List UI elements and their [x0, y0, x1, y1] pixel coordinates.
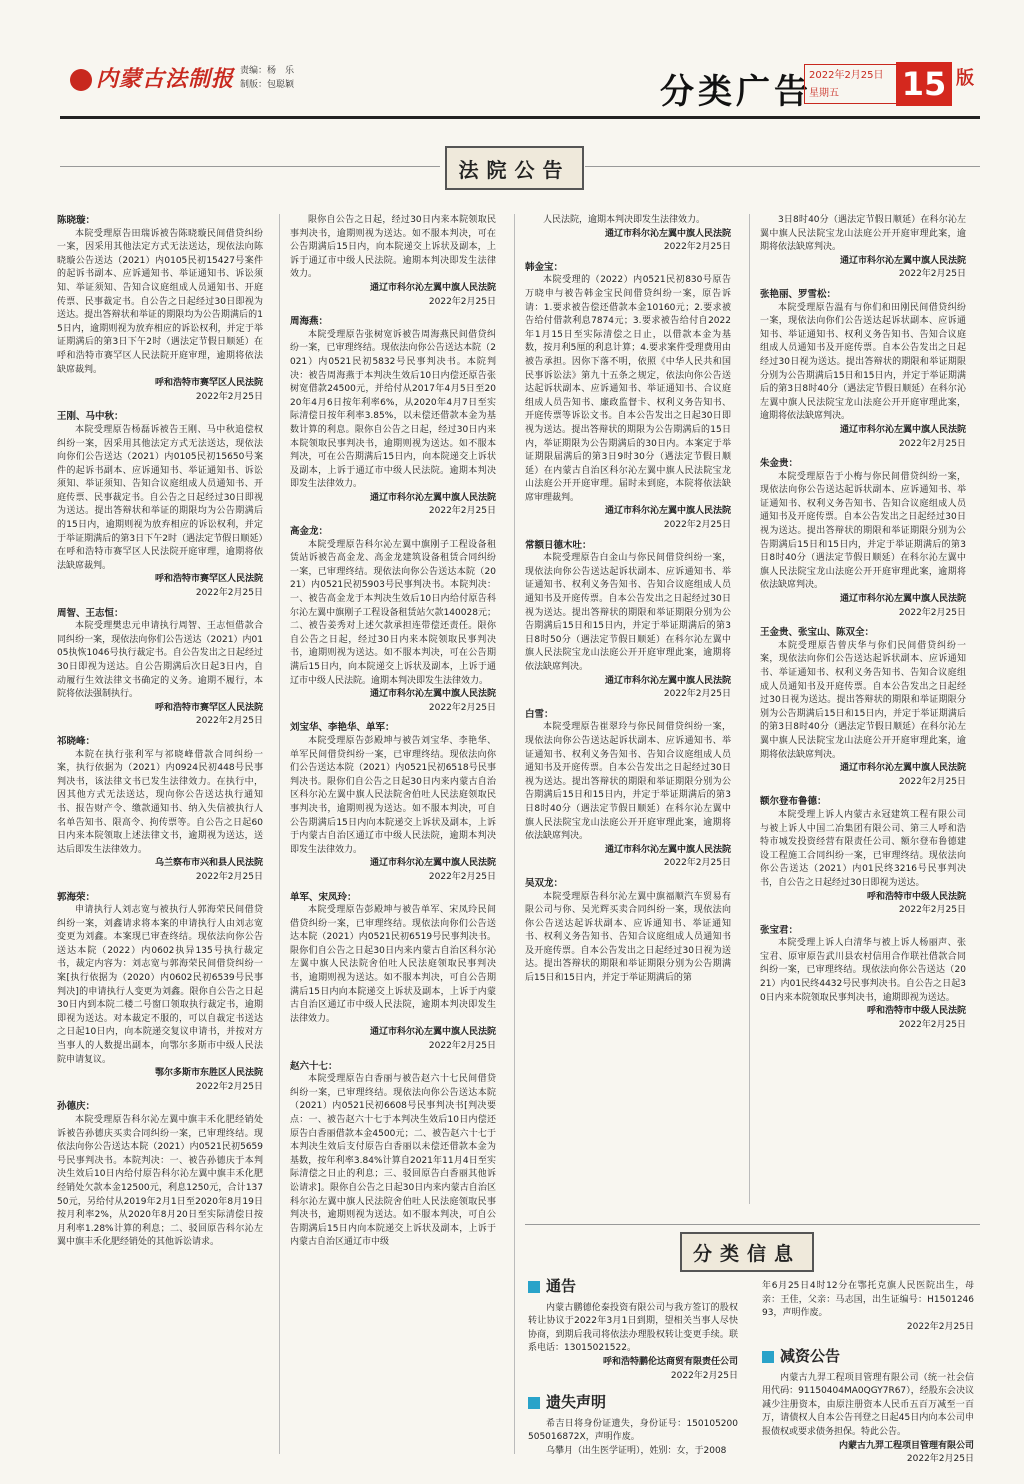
- court-notice: [760, 214, 966, 282]
- page-number: 15: [896, 62, 952, 106]
- notice-addressee: 高金龙：: [290, 526, 329, 538]
- capital-reduction-sign: 内蒙古九羿工程项目管理有限公司: [838, 1440, 974, 1451]
- notice-column-1: [57, 214, 263, 1256]
- notice-date: 2022年2月25日: [195, 871, 263, 882]
- notice-addressee: 陈晓璇：: [57, 215, 96, 226]
- notice-date: 2022年2月25日: [428, 506, 496, 517]
- court-notice: [760, 626, 966, 789]
- notice-body: 限你自公告之日起，经过30日内来本院领取民事判决书，逾期则视为送达。如不服本判决，可在公告期满后15日内，向本院递交上诉状及副本，上诉于通辽市中级人民法院。逾期本判决即发生法律效力。: [290, 215, 496, 280]
- square-icon: [528, 1281, 540, 1293]
- notice-court: 通辽市科尔沁左翼中旗人民法院: [839, 424, 966, 435]
- notice-body: 本院受理原告彭殿坤与被告刘宝华、李艳华、单军民间借贷纠纷一案，已审理终结。现依法向你们公告送达本院（2021）内0521民初6518号民事判决书。限你们自公告之日起30日内来内蒙古自治区科尔沁左翼中旗人民法院舍伯吐人民法庭领取民事判决书，逾期则视为送达。如不服本判决，可自公告期满后15日内向本院递交上诉状及副本，上诉于内蒙古自治区通辽市中级人民法院，逾期本判决即发生法律效力。: [290, 735, 496, 855]
- court-notice: [525, 539, 731, 702]
- notice-body: 本院受理原告曾庆华与你们民间借贷纠纷一案，现依法向你们公告送达起诉状副本、应诉通知书、举证通知书、权利义务告知书、告知合议庭组成人员通知书及开庭传票。自本公告发出之日起经过30日视为送达。提出答辩状的期限和举证期限分别为公告期满后15日和15日内，并定于举证期满后的第3日8时40分（遇法定节假日顺延）在科尔沁左翼中旗人民法院宝龙山法庭公开开庭审理此案，逾期将依法缺席判决。: [760, 640, 966, 760]
- notice-addressee: 韩金宝：: [525, 261, 564, 273]
- court-notice: [57, 214, 263, 404]
- notice-ad: [528, 1277, 738, 1383]
- notice-date: 2022年2月25日: [898, 438, 966, 449]
- notice-column-4: [760, 214, 966, 1214]
- notice-body: 本院受理原告温有与你们和田刚民间借贷纠纷一案，现依法向你们公告送达起诉状副本、应诉通知书、举证通知书、权利义务告知书、告知合议庭组成人员通知书及开庭传票。自本公告发出之日起经过30日视为送达。提出答辩状的期限和举证期限分别为公告期满后15日和15日内，并定于举证期满后的第3日8时40分（遇法定节假日顺延）在科尔沁左翼中旗人民法院宝龙山法庭公开开庭审理此案，逾期将依法缺席判决。: [760, 302, 966, 422]
- column-divider: [279, 214, 280, 1454]
- lost-notice: [528, 1393, 738, 1458]
- court-notice: [57, 607, 263, 729]
- notice-date: 2022年2月25日: [663, 689, 731, 700]
- court-notice: [290, 315, 496, 519]
- notice-court: 通辽市科尔沁左翼中旗人民法院: [369, 689, 496, 700]
- notice-addressee: 王刚、马中秋：: [57, 411, 124, 423]
- court-notice: [57, 1100, 263, 1250]
- notice-addressee: 刘宝华、李艳华、单军：: [290, 722, 395, 734]
- capital-reduction-date: 2022年2月25日: [906, 1454, 974, 1465]
- notice-court: 通辽市科尔沁左翼中旗人民法院: [839, 255, 966, 266]
- notice-body: 本院受理原告白香丽与被告赵六十七民间借贷纠纷一案，已审理终结。现依法向你公告送达本院（2021）内0521民初6608号民事判决书[判决要点：一、被告赵六十七于本判决生效后10日内偿还原告白香丽借款本金4500元；二、被告赵六十七于本判决生效后支付原告白香丽以未偿还借款本金为基数，按年利率3.84%计算自2021年11月4日至实际清偿之日止的利息；三、驳回原告白香丽其他诉讼请求]。限你自公告之日起30日内来内蒙古自治区科尔沁左翼中旗人民法院舍伯吐人民法庭领取民事判决书，逾期则视为送达。如不服本判决，可自公告期满后15日内向本院递交上诉状及副本，上诉于内蒙古自治区通辽市中级: [290, 1074, 496, 1248]
- notice-ad-heading: [528, 1277, 738, 1295]
- page-suffix: 版: [956, 68, 974, 89]
- notice-date: 2022年2月25日: [195, 391, 263, 402]
- notice-ad-date: 2022年2月25日: [670, 1370, 738, 1381]
- notice-date: 2022年2月25日: [898, 1019, 966, 1030]
- notice-court: 通辽市科尔沁左翼中旗人民法院: [604, 228, 731, 239]
- notice-addressee: 周智、王志恒：: [57, 607, 124, 619]
- notice-column-3: [525, 214, 731, 1214]
- notice-court: 呼和浩特市中级人民法院: [866, 1006, 966, 1017]
- notice-date: 2022年2月25日: [663, 858, 731, 869]
- notice-court: 通辽市科尔沁左翼中旗人民法院: [369, 492, 496, 503]
- capital-reduction-notice: [762, 1347, 974, 1467]
- capital-reduction-title: 减资公告: [780, 1347, 841, 1365]
- notice-addressee: 祁晓峰：: [57, 735, 96, 747]
- banner-rule-right: [585, 166, 980, 167]
- notice-body: 本院受理原告于小梅与你民间借贷纠纷一案，现依法向你公告送达起诉状副本、应诉通知书、举证通知书、权利义务告知书、告知合议庭组成人员通知书及开庭传票。自本公告发出之日起经过30日视为送达。提出答辩状的期限和举证期限分别为公告期满后15日和15日内，并定于举证期满后的第3日8时40分（遇法定节假日顺延）在科尔沁左翼中旗人民法院宝龙山法庭公开开庭审理此案，逾期将依法缺席判决。: [760, 471, 966, 591]
- classified-divider: [525, 1224, 980, 1225]
- notice-ad-body: 内蒙古鹏德伦泰投资有限公司与我方签订的股权转让协议于2022年3月1日到期，望相关当事人尽快协商，到期后我司将依法办理股权转让变更手续。联系电话：13015021522。: [528, 1302, 738, 1354]
- classified-banner: [680, 1232, 814, 1272]
- notice-court: 通辽市科尔沁左翼中旗人民法院: [604, 675, 731, 686]
- square-icon: [528, 1397, 540, 1409]
- notice-ad-sign: 呼和浩特鹏伦达商贸有限责任公司: [602, 1356, 738, 1367]
- notice-date: 2022年2月25日: [898, 776, 966, 787]
- court-notice: [525, 261, 731, 533]
- notice-court: 鄂尔多斯市东胜区人民法院: [154, 1068, 263, 1079]
- notice-addressee: 额尔登布鲁德：: [760, 796, 827, 808]
- header-divider: [60, 116, 980, 119]
- notice-body: 本院受理原告科尔沁左翼中旗丰禾化肥经销处诉被告孙德庆买卖合同纠纷一案，已审理终结。现依法向你公告送达本院（2021）内0521民初5659号民事判决书。本院判决：一、被告孙德庆于本判决生效后10日内给付原告科尔沁左翼中旗丰禾化肥经销处欠款本金12500元，利息1250元，合计13750元，另给付从2019年2月1日至2020年8月19日按月利率2%，从2020年8月20日至实际清偿日按月利率1.28%计算的利息；二、驳回原告科尔沁左翼中旗丰禾化肥经销处的其他诉讼请求。: [57, 1115, 263, 1248]
- lost-notice-heading: [528, 1393, 738, 1411]
- notice-body: 本院受理原告田瑞诉被告陈晓璇民间借贷纠纷一案，因采用其他法定方式无法送达，现依法向陈晓璇公告送达（2021）内0105民初15427号案件的起诉书副本、应诉通知书、举证通知书、诉讼须知、举证须知、告知合议庭组成人员通知书、开庭传票、民事裁定书。自公告之日起经过30日即视为送达。提出答辩状和举证的期限均为公告期满后的15日内，逾期则视为放弃相应的诉讼权利，并定于举证期满后的第3日下午2时（遇法定节假日顺延）在呼和浩特市赛罕区人民法院开庭审理，逾期将依法缺席裁判。: [57, 228, 263, 375]
- lost-notice-cont-body: 年6月25日4时12分在鄂托克旗人民医院出生，母亲：王佳，父亲：马志国，出生证编号：H150124693，声明作废。: [762, 1281, 974, 1319]
- court-notice: [290, 1060, 496, 1250]
- notice-addressee: 吴双龙：: [525, 877, 564, 889]
- notice-date: 2022年2月25日: [898, 905, 966, 916]
- square-icon: [762, 1351, 774, 1363]
- court-notice: [57, 410, 263, 600]
- notice-court: 通辽市科尔沁左翼中旗人民法院: [604, 506, 731, 517]
- lost-notice-cont-date: 2022年2月25日: [906, 1321, 974, 1332]
- notice-court: 呼和浩特市赛罕区人民法院: [154, 702, 263, 713]
- capital-reduction-heading: [762, 1347, 974, 1365]
- logo-icon: [70, 69, 92, 91]
- notice-addressee: 常额日德木吐：: [525, 539, 592, 551]
- notice-court: 呼和浩特市中级人民法院: [866, 891, 966, 902]
- notice-body: 本院受理原告白金山与你民间借贷纠纷一案，现依法向你公告送达起诉状副本、应诉通知书、举证通知书、权利义务告知书、告知合议庭组成人员通知书及开庭传票。自本公告发出之日起经过30日视为送达。提出答辩状的期限和举证期限分别为公告期满后15日和15日内，并定于举证期满后的第3日8时50分（遇法定节假日顺延）在科尔沁左翼中旗人民法院宝龙山法庭公开开庭审理此案，逾期将依法缺席判决。: [525, 553, 731, 672]
- editor-credits: [240, 64, 294, 92]
- logo-text: 内蒙古法制报: [96, 66, 235, 92]
- notice-addressee: 白雪：: [525, 708, 554, 720]
- court-notice: [760, 288, 966, 451]
- notice-date: 2022年2月25日: [663, 520, 731, 531]
- notice-body: 本院受理原告张树宽诉被告周海燕民间借贷纠纷一案，已审理终结。现依法向你公告送达本院（2021）内0521民初5832号民事判决书。本院判决：被告周海燕于本判决生效后10日内偿还原告张树宽借款24500元，并给付从2017年4月5日至2020年4月6日按年利率6%，从2020年4月7日至实际清偿日按年利率3.85%，以未偿还借款本金为基数计算的利息。限你自公告之日起，经过30日内来本院领取民事判决书，逾期则视为送达。如不服本判决，可在公告期满后15日内，向本院递交上诉状及副本，上诉于通辽市中级人民法院。逾期本判决即发生法律效力。: [290, 329, 496, 490]
- notice-body: 人民法院，逾期本判决即发生法律效力。: [543, 215, 706, 225]
- classified-title: 分类信息: [692, 1242, 801, 1265]
- court-notice: [290, 525, 496, 715]
- notice-body: 本院受理原告杨磊诉被告王刚、马中秋追偿权纠纷一案，因采用其他法定方式无法送达，现依法向你们公告送达（2021）内0105民初15650号案件的起诉书副本、应诉通知书、举证通知书、诉讼须知、举证须知、告知合议庭组成人员通知书、开庭传票、民事裁定书。自公告之日起经过30日即视为送达。提出答辩状和举证的期限均为公告期满后的15日内，逾期则视为放弃相应的诉讼权利，并定于举证期满后的第3日下午2时（遇法定节假日顺延）在呼和浩特市赛罕区人民法院开庭审理，逾期将依法缺席裁判。: [57, 424, 263, 571]
- court-notice: [525, 708, 731, 871]
- notice-date: 2022年2月25日: [195, 1081, 263, 1092]
- notice-court: 通辽市科尔沁左翼中旗人民法院: [604, 844, 731, 855]
- court-notice-title: 法院公告: [458, 157, 571, 182]
- notice-date: 2022年2月25日: [898, 269, 966, 280]
- notice-body: 本院受理的（2022）内0521民初830号原告万晓申与被告韩金宝民间借贷纠纷一案，原告诉请：1.要求被告偿还借款本金10160元；2.要求被告给付借款利息7874元；3.要求被告给付自2022年1月15日至实际清偿之日止，以借款本金为基数，按月利5厘的利息计算；4.要求案件受理费用由被告承担。因你下落不明，依照《中华人民共和国民事诉讼法》第九十五条之规定，依法向你公告送达起诉状副本、应诉通知书、举证通知书、合议庭组成人员告知书、廉政监督卡、权利义务告知书、开庭传票等诉讼文书。自本公告发出之日起30日即视为送达。提出答辩状的期限为公告期满后的15日内，举证期限为公告期满后的30日内。本案定于举证期限届满后的第3日9时30分（遇法定节假日顺延）在内蒙古自治区科尔沁左翼中旗人民法院宝龙山法庭公开开庭审理。届时未到庭，本院将依法缺席审理裁判。: [525, 275, 731, 503]
- notice-addressee: 赵六十七：: [290, 1060, 338, 1072]
- banner-rule-left: [60, 166, 440, 167]
- notice-addressee: 单军、宋凤玲：: [290, 891, 357, 903]
- section-title: 分类广告: [660, 72, 812, 112]
- notice-body: 本院在执行张利军与祁晓峰借款合同纠纷一案，执行依据为（2021）内0924民初448号民事判决书，该法律文书已发生法律效力。在执行中，因其他方式无法送达，现向你公告送达执行通知书、报告财产令、缴款通知书、纳入失信被执行人名单告知书、限高令、拘传票等。自公告之日起60日内来本院领取上述法律文书，逾期视为送达，送达后即发生法律效力。: [57, 749, 263, 855]
- notice-addressee: 张艳丽、罗雪松：: [760, 288, 837, 300]
- notice-body: 申请执行人刘志宽与被执行人郭海荣民间借贷纠纷一案，刘鑫请求将本案的申请执行人由刘志宽变更为刘鑫。本案现已审查终结。现依法向你公告送达本院（2022）内0602执异135号执行裁定书，裁定内容为：刘志宽与郭海荣民间借贷纠纷一案[执行依据为（2020）内0602民初6539号民事判决]的申请执行人变更为刘鑫。限你自公告之日起30日内到本院二楼二号窗口领取执行裁定书，逾期即视为送达。对本裁定不服的，可以自裁定书送达之日起10日内，向本院递交复议申请书，并按对方当事人的人数提出副本，向鄂尔多斯市中级人民法院申请复议。: [57, 905, 263, 1065]
- notice-addressee: 张宝君：: [760, 924, 799, 936]
- lost-notice-title: 遗失声明: [546, 1393, 607, 1411]
- notice-body: 本院受理原告崔翠玲与你民间借贷纠纷一案，现依法向你公告送达起诉状副本、应诉通知书、举证通知书、权利义务告知书、告知合议庭组成人员通知书及开庭传票。自本公告发出之日起经过30日视为送达。提出答辩状的期限和举证期限分别为公告期满后15日和15日内，并定于举证期满后的第3日8时40分（遇法定节假日顺延）在科尔沁左翼中旗人民法院宝龙山法庭公开开庭审理此案，逾期将依法缺席判决。: [525, 722, 731, 842]
- notice-body: 本院受理原告科尔沁左翼中旗福顺汽车贸易有限公司与你、吴光辉买卖合同纠纷一案，现依法向你公告送达起诉状副本、应诉通知书、举证通知书、权利义务告知书、告知合议庭组成人员通知书及开庭传票。自本公告发出之日起经过30日视为送达。提出答辩状的期限和举证期限分别为公告期满后15日和15日内，并定于举证期满后的第: [525, 891, 731, 984]
- court-notice: [525, 214, 731, 255]
- notice-body: 本院受理上诉人白清华与被上诉人杨丽声、张宝君、原审原告武川县农村信用合作联社借款合同纠纷一案，已审理终结。现依法向你公告送达（2021）内01民终4432号民事判决书。自公告之日起30日内来本院领取民事判决书，逾期即视为送达。: [760, 938, 966, 1003]
- newspaper-logo: [70, 62, 234, 93]
- court-notice: [290, 721, 496, 884]
- notice-date: 2022年2月25日: [195, 716, 263, 727]
- notice-date: 2022年2月25日: [428, 296, 496, 307]
- notice-addressee: 王金贵、张宝山、陈双全：: [760, 627, 875, 639]
- court-notice: [760, 924, 966, 1033]
- producer-name: 制版：包聪颖: [240, 80, 295, 90]
- notice-column-2: [290, 214, 496, 1256]
- notice-court: 通辽市科尔沁左翼中旗人民法院: [369, 858, 496, 869]
- notice-body: 本院受理原告科尔沁左翼中旗刚子工程设备租赁站诉被告高金龙、高金龙建筑设备租赁合同纠纷一案，已审理终结。现依法向你公告送达本院（2021）内0521民初5903号民事判决书。本院判决：一、被告高金龙于本判决生效后10日内给付原告科尔沁左翼中旗刚子工程设备租赁站欠款140028元；二、被告姜秀对上述欠款承担连带偿还责任。限你自公告之日起，经过30日内来本院领取民事判决书，逾期则视为送达。如不服本判决，可在公告期满后15日内，向本院递交上诉状及副本，上诉于通辽市中级人民法院。逾期本判决即发生法律效力。: [290, 539, 496, 686]
- court-notice: [290, 214, 496, 309]
- notice-addressee: 孙德庆：: [57, 1101, 96, 1113]
- notice-body: 本院受理原告彭殿坤与被告单军、宋凤玲民间借贷纠纷一案，已审理终结。现依法向你们公告送达本院（2021）内0521民初6519号民事判决书。限你们自公告之日起30日内来内蒙古自治区科尔沁左翼中旗人民法院舍伯吐人民法庭领取民事判决书，逾期则视为送达。如不服本判决，可自公告期满后15日内向本院递交上诉状及副本，上诉于内蒙古自治区通辽市中级人民法院，逾期本判决即发生法律效力。: [290, 905, 496, 1024]
- notice-addressee: 朱金贵：: [760, 458, 799, 470]
- notice-date: 2022年2月25日: [195, 588, 263, 599]
- notice-date: 2022年2月25日: [428, 1041, 496, 1052]
- notice-addressee: 郭海荣：: [57, 891, 96, 903]
- court-notice-banner: [445, 146, 584, 190]
- masthead: [60, 60, 980, 110]
- column-divider: [749, 214, 750, 1204]
- notice-court: 通辽市科尔沁左翼中旗人民法院: [369, 1027, 496, 1038]
- notice-date: 2022年2月25日: [663, 242, 731, 253]
- court-notice: [525, 877, 731, 986]
- court-notice: [57, 891, 263, 1095]
- notice-court: 呼和浩特市赛罕区人民法院: [154, 574, 263, 585]
- notice-date: 2022年2月25日: [898, 607, 966, 618]
- lost-notice-continued: [762, 1280, 974, 1334]
- issue-date: 2022年2月25日: [809, 70, 884, 81]
- capital-reduction-body: 内蒙古九羿工程项目管理有限公司（统一社会信用代码：91150404MA0QGY7R67），经股东会决议减少注册资本，由原注册资本人民币五百万减至一百万，请债权人自本公告刊登之日起45日内向本公司申报债权或要求债务担保。特此公告。: [762, 1372, 974, 1437]
- notice-body: 本院受理樊忠元申请执行周智、王志恒借款合同纠纷一案，现依法向你们公告送达（2021）内0105执恢1046号执行裁定书。自公告发出之日起经过30日即视为送达。自公告期满后次日起3日内，自动履行生效法律文书确定的义务。逾期不履行，本院将依法强制执行。: [57, 621, 263, 700]
- notice-court: 呼和浩特市赛罕区人民法院: [154, 378, 263, 389]
- lost-notice-body: 希吉日将身份证遗失，身份证号：150105200505016872X，声明作废。: [528, 1418, 738, 1443]
- lost-notice-extra: 乌攀月（出生医学证明），姓别：女，于2008: [546, 1445, 727, 1456]
- editor-name: 责编：杨 乐: [240, 66, 295, 76]
- court-notice: [760, 795, 966, 917]
- notice-court: 通辽市科尔沁左翼中旗人民法院: [839, 594, 966, 605]
- notice-ad-title: 通告: [546, 1277, 577, 1295]
- notice-court: 通辽市科尔沁左翼中旗人民法院: [369, 282, 496, 293]
- notice-addressee: 周海燕：: [290, 316, 329, 328]
- notice-court: 乌兰察布市兴和县人民法院: [154, 858, 263, 869]
- notice-date: 2022年2月25日: [428, 871, 496, 882]
- notice-date: 2022年2月25日: [428, 702, 496, 713]
- column-divider: [514, 214, 515, 1454]
- court-notice: [760, 457, 966, 620]
- notice-court: 通辽市科尔沁左翼中旗人民法院: [839, 763, 966, 774]
- date-box: [804, 64, 902, 104]
- court-notice: [57, 735, 263, 885]
- notice-body: 本院受理上诉人内蒙古永冠建筑工程有限公司与被上诉人中国二冶集团有限公司、第三人呼和浩特市城发投资经营有限责任公司、额尔登布鲁德建设工程施工合同纠纷一案，已审理终结。现依法向你公告送达（2021）内01民终3216号民事判决书，自公告之日起经过30日即视为送达。: [760, 809, 966, 888]
- court-notice: [290, 891, 496, 1054]
- issue-weekday: 星期五: [809, 88, 839, 99]
- notice-body: 3日8时40分（遇法定节假日顺延）在科尔沁左翼中旗人民法院宝龙山法庭公开开庭审理此案，逾期将依法缺席判决。: [760, 215, 966, 253]
